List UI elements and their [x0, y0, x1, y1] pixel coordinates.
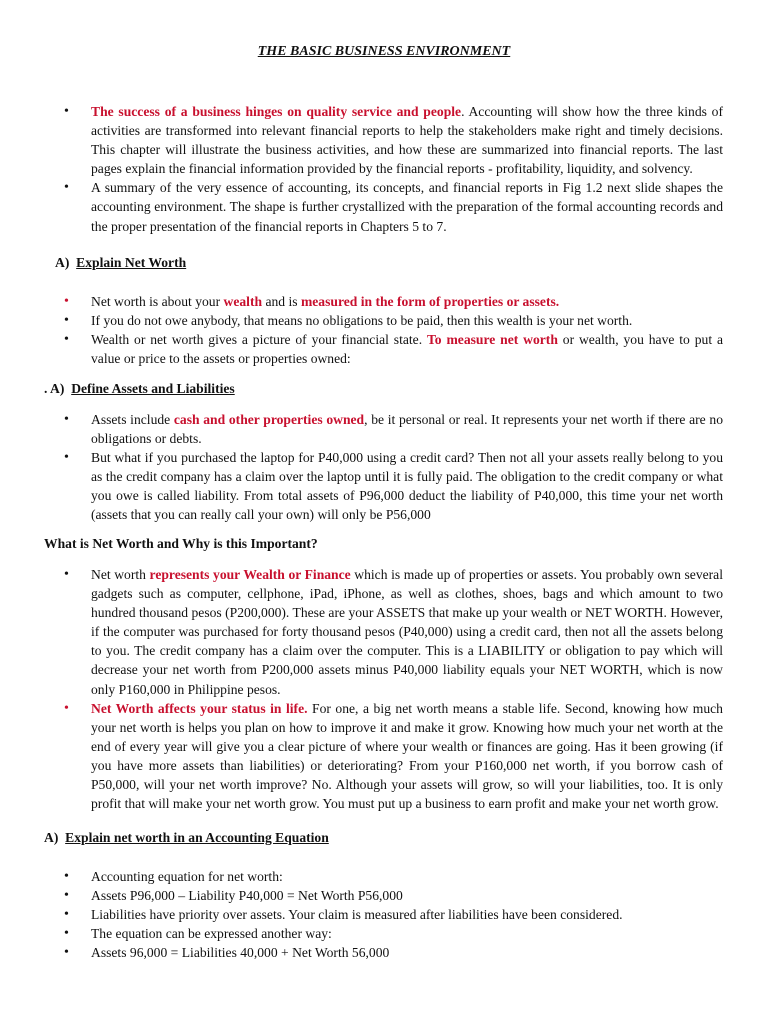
list-item: • Assets P96,000 – Liability P40,000 = Net Worth P56,000 [0, 886, 768, 905]
assets-liabilities-list [0, 410, 768, 525]
net-worth-list [0, 292, 768, 368]
list-item: • Assets 96,000 = Liabilities 40,000 + Net Worth 56,000 [0, 943, 768, 962]
list-item: • Net Worth affects your status in life. For one, a big net worth means a stable life. Second, knowing how much your net worth is helps you plan on how to improve it and make it grow. Knowing how much your net worth at the end of every year will give you a clear picture of where your wealth or finances are going. Has it been growing (if you have more assets than liabilities) or deteriorating? From your P160,000 net worth, if you borrow cash of P50,000, will your net worth improve? No. Although your assets will grow, so will your liabilities, too. It is only profit that will make your net worth grow. You must put up a business to earn profit and make your net worth grow. [0, 699, 768, 814]
list-item: • If you do not owe anybody, that means no obligations to be paid, then this wealth is your net worth. [0, 311, 768, 330]
section-heading-importance: What is Net Worth and Why is this Important? [44, 536, 318, 551]
section-heading-assets-liabilities: . A) Define Assets and Liabilities [44, 381, 235, 396]
list-item: • Liabilities have priority over assets. Your claim is measured after liabilities have been considered. [0, 905, 768, 924]
list-item: • Net worth is about your wealth and is measured in the form of properties or assets. [0, 292, 768, 311]
importance-list [0, 565, 768, 813]
list-item: • The equation can be expressed another way: [0, 924, 768, 943]
section-heading-equation: A) Explain net worth in an Accounting Equation [44, 830, 329, 845]
list-item: • But what if you purchased the laptop for P40,000 using a credit card? Then not all your assets really belong to you as the credit company has a claim over the laptop until it is fully paid. The obligation to the credit company or what you owe is called liability. From total assets of P96,000 deduct the liability of P40,000, this time your net worth (assets that you can really call your own) will only be P56,000 [0, 448, 768, 524]
list-item: • Net worth represents your Wealth or Finance which is made up of properties or assets. You probably own several gadgets such as computer, cellphone, iPad, iPhone, as well as clothes, shoes, bags and which amount to two hundred thousand pesos (P200,000). These are your ASSETS that make up your wealth or NET WORTH. However, if the computer was purchased for forty thousand pesos (P40,000) using a credit card, then not all the assets belong to you. The credit company has a claim over the computer. This is a LIABILITY or obligation to pay which will decrease your net worth from P200,000 assets minus P40,000 liability equals your NET WORTH, which is now only P160,000 in Philippine pesos. [0, 565, 768, 699]
list-item: • Accounting equation for net worth: [0, 867, 768, 886]
list-item: • A summary of the very essence of accounting, its concepts, and financial reports in Fig 1.2 next slide shapes the accounting environment. The shape is further crystallized with the preparation of the formal accounting records and the proper presentation of the financial reports in Chapters 5 to 7. [0, 178, 768, 235]
page-title: THE BASIC BUSINESS ENVIRONMENT [257, 44, 511, 59]
section-heading-net-worth: A) Explain Net Worth [55, 255, 187, 270]
list-item: • The success of a business hinges on quality service and people. Accounting will show how the three kinds of activities are transformed into relevant financial reports to help the stakeholders make right and timely decisions. This chapter will illustrate the business activities, and how these are summarized into financial reports. The last pages explain the financial information provided by the financial reports - profitability, liquidity, and solvency. [0, 102, 768, 178]
equation-list [0, 867, 768, 962]
intro-block [0, 102, 768, 236]
list-item: • Assets include cash and other properties owned, be it personal or real. It represents your net worth if there are no obligations or debts. [0, 410, 768, 448]
list-item: • Wealth or net worth gives a picture of your financial state. To measure net worth or wealth, you have to put a value or price to the assets or properties owned: [0, 330, 768, 368]
